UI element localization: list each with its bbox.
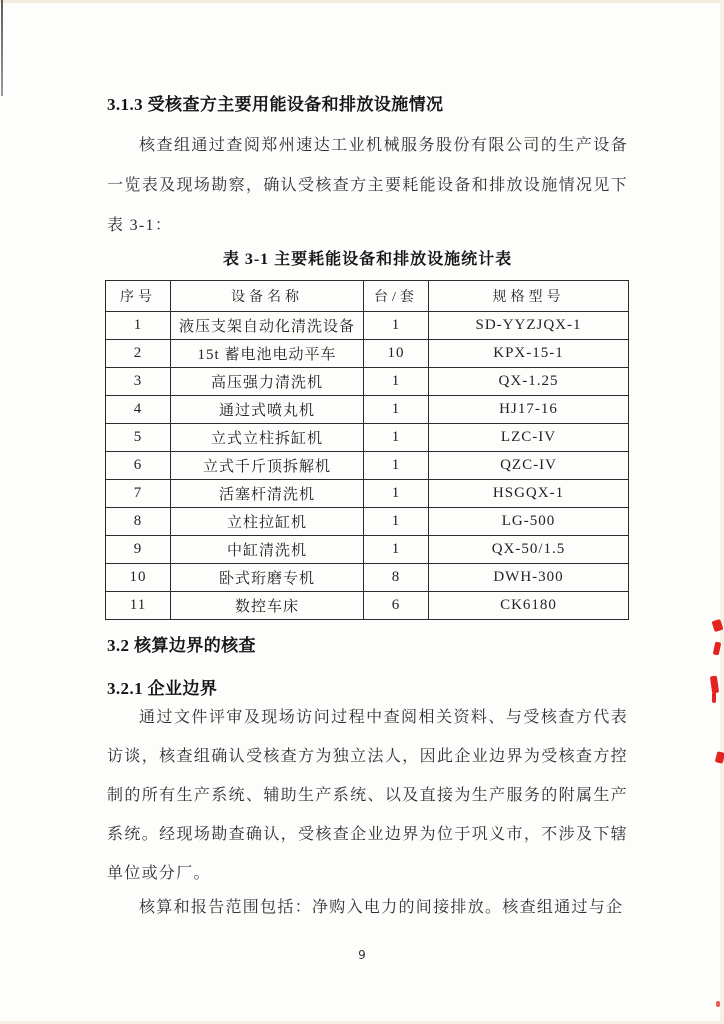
paragraph-enterprise-boundary: 通过文件评审及现场访问过程中查阅相关资料、与受核查方代表访谈，核查组确认受核查方为独立法人，因此企业边界为受核查方控制的所有生产系统、辅助生产系统、以及直接为生产服务的附属生产系统。经现场勘查确认，受核查企业边界为位于巩义市，不涉及下辖单位或分厂。 xyxy=(107,709,628,882)
cell-index: 3 xyxy=(106,368,171,396)
paragraph-equipment-intro: 核查组通过查阅郑州速达工业机械服务股份有限公司的生产设备一览表及现场勘察，确认受核查方主要耗能设备和排放设施情况见下表 3-1： xyxy=(107,137,628,234)
table-row xyxy=(106,368,629,396)
cell-index: 4 xyxy=(106,396,171,424)
cell-qty: 1 xyxy=(364,536,429,564)
table-row xyxy=(106,536,629,564)
cell-model: QX-1.25 xyxy=(429,368,629,396)
cell-model: KPX-15-1 xyxy=(429,340,629,368)
table-row xyxy=(106,424,629,452)
scan-corner-line-artifact xyxy=(1,0,3,96)
cell-qty: 10 xyxy=(364,340,429,368)
cell-name: 数控车床 xyxy=(171,592,364,620)
red-stamp-fragment xyxy=(712,692,716,703)
cell-index: 1 xyxy=(106,312,171,340)
cell-index: 9 xyxy=(106,536,171,564)
col-header-qty: 台/套 xyxy=(364,281,429,312)
cell-qty: 1 xyxy=(364,368,429,396)
cell-qty: 8 xyxy=(364,564,429,592)
col-header-name: 设备名称 xyxy=(171,281,364,312)
cell-index: 6 xyxy=(106,452,171,480)
table-row xyxy=(106,480,629,508)
red-stamp-fragment xyxy=(716,1001,720,1007)
cell-index: 5 xyxy=(106,424,171,452)
cell-model: HJ17-16 xyxy=(429,396,629,424)
cell-qty: 1 xyxy=(364,452,429,480)
cell-index: 11 xyxy=(106,592,171,620)
cell-name: 立柱拉缸机 xyxy=(171,508,364,536)
cell-qty: 1 xyxy=(364,312,429,340)
cell-model: DWH-300 xyxy=(429,564,629,592)
section-heading-3-2: 3.2 核算边界的核查 xyxy=(107,636,256,655)
cell-index: 2 xyxy=(106,340,171,368)
table-row xyxy=(106,508,629,536)
cell-name: 立式立柱拆缸机 xyxy=(171,424,364,452)
cell-name: 液压支架自动化清洗设备 xyxy=(171,312,364,340)
cell-index: 8 xyxy=(106,508,171,536)
table-row xyxy=(106,396,629,424)
red-stamp-fragment xyxy=(715,751,724,764)
cell-index: 7 xyxy=(106,480,171,508)
cell-model: SD-YYZJQX-1 xyxy=(429,312,629,340)
cell-model: CK6180 xyxy=(429,592,629,620)
cell-model: QX-50/1.5 xyxy=(429,536,629,564)
cell-name: 卧式珩磨专机 xyxy=(171,564,364,592)
cell-model: QZC-IV xyxy=(429,452,629,480)
table-row xyxy=(106,340,629,368)
cell-name: 通过式喷丸机 xyxy=(171,396,364,424)
cell-name: 立式千斤顶拆解机 xyxy=(171,452,364,480)
cell-name: 中缸清洗机 xyxy=(171,536,364,564)
table-row xyxy=(106,564,629,592)
cell-model: LG-500 xyxy=(429,508,629,536)
cell-qty: 6 xyxy=(364,592,429,620)
scan-edge-top-artifact xyxy=(0,0,724,3)
cell-index: 10 xyxy=(106,564,171,592)
table-row xyxy=(106,452,629,480)
cell-name: 活塞杆清洗机 xyxy=(171,480,364,508)
section-heading-3-1-3: 3.1.3 受核查方主要用能设备和排放设施情况 xyxy=(107,95,444,114)
red-stamp-fragment xyxy=(710,676,719,694)
cell-qty: 1 xyxy=(364,508,429,536)
cell-name: 高压强力清洗机 xyxy=(171,368,364,396)
equipment-table xyxy=(105,280,629,620)
table-row xyxy=(106,312,629,340)
cell-model: LZC-IV xyxy=(429,424,629,452)
col-header-model: 规格型号 xyxy=(429,281,629,312)
section-heading-3-2-1: 3.2.1 企业边界 xyxy=(107,679,218,698)
cell-qty: 1 xyxy=(364,396,429,424)
table-title: 表 3-1 主要耗能设备和排放设施统计表 xyxy=(222,251,513,268)
cell-qty: 1 xyxy=(364,480,429,508)
paragraph-reporting-scope: 核算和报告范围包括：净购入电力的间接排放。核查组通过与企 xyxy=(139,899,624,916)
table-row xyxy=(106,592,629,620)
scan-edge-right-artifact xyxy=(720,0,724,1024)
cell-name: 15t 蓄电池电动平车 xyxy=(171,340,364,368)
cell-model: HSGQX-1 xyxy=(429,480,629,508)
cell-qty: 1 xyxy=(364,424,429,452)
table-header-row xyxy=(106,281,629,312)
col-header-index: 序号 xyxy=(106,281,171,312)
page-number: 9 xyxy=(358,948,366,962)
